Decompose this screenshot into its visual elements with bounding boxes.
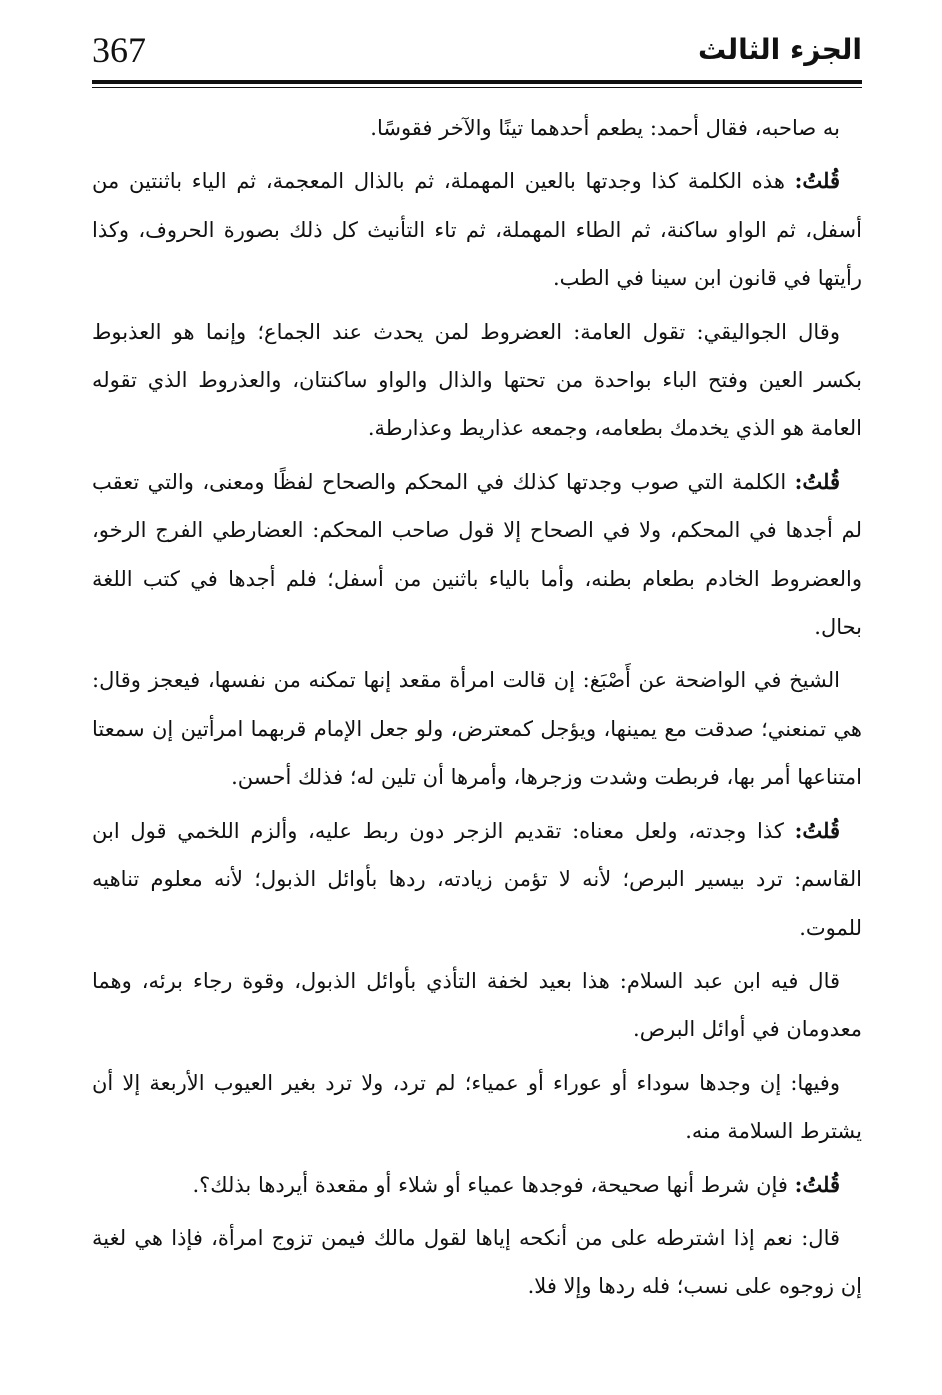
header-rule-thick <box>92 80 862 84</box>
paragraph-text: الكلمة التي صوب وجدتها كذلك في المحكم والصحاح لفظًا ومعنى، والتي تعقب لم أجدها في المحكم، ولا في الصحاح إلا قول صاحب المحكم: العضارطي الفرج الرخو، والعضروط الخادم بطعام بطنه، وأما بالياء باثنين من أسفل؛ فلم أجدها في كتب اللغة بحال. <box>92 469 862 640</box>
page-number: 367 <box>92 30 146 70</box>
paragraph-text: قال فيه ابن عبد السلام: هذا بعيد لخفة التأذي بأوائل الذبول، وقوة رجاء برئه، وهما معدومان في أوائل البرص. <box>92 968 862 1042</box>
header-rule-thin <box>92 87 862 88</box>
paragraph <box>92 104 862 152</box>
paragraph <box>92 308 862 453</box>
paragraph-lead: قُلتُ: <box>794 168 840 194</box>
paragraph-text: به صاحبه، فقال أحمد: يطعم أحدهما تينًا والآخر فقوسًا. <box>370 116 840 140</box>
paragraph <box>92 157 862 302</box>
page-header <box>92 26 862 78</box>
paragraph-text: هذه الكلمة كذا وجدتها بالعين المهملة، ثم بالذال المعجمة، ثم الياء باثنتين من أسفل، ثم الواو ساكنة، ثم الطاء المهملة، ثم تاء التأنيث كل ذلك بصورة الحروف، وكذا رأيتها في قانون ابن سينا في الطب. <box>92 169 862 291</box>
paragraph-text: الشيخ في الواضحة عن أَصْبَغ: إن قالت امرأة مقعد إنها تمكنه من نفسها، فيعجز وقال: هي تمنعني؛ صدقت مع يمينها، ويؤجل كمعترض، ولو جعل الإمام قربهما امرأتين إن سمعتا امتناعها أمر بها، فربطت وشدت وزجرها، وأمرها أن تلين له؛ فذلك أحسن. <box>92 668 862 790</box>
paragraph <box>92 458 862 652</box>
running-title: الجزء الثالث <box>698 33 862 66</box>
paragraph <box>92 1161 862 1209</box>
paragraph-lead: قُلتُ: <box>794 468 840 494</box>
paragraph <box>92 1214 862 1311</box>
paragraph <box>92 807 862 952</box>
paragraph-text: فإن شرط أنها صحيحة، فوجدها عمياء أو شلاء أو مقعدة أيردها بذلك؟. <box>192 1172 795 1197</box>
paragraph <box>92 957 862 1054</box>
paragraph-text: وقال الجواليقي: تقول العامة: العضروط لمن يحدث عند الجماع؛ وإنما هو العذبوط بكسر العين وفتح الباء بواحدة من تحتها والذال والواو ساكنتان، والعذروط الذي تقوله العامة هو الذي يخدمك بطعامه، وجمعه عذاريط وعذارطة. <box>92 319 862 441</box>
paragraph-lead: قُلتُ: <box>794 1171 840 1197</box>
paragraph-text: قال: نعم إذا اشترطه على من أنكحه إياها لقول مالك فيمن تزوج امرأة، فإذا هي لغية إن زوجوه على نسب؛ فله ردها وإلا فلا. <box>92 1225 862 1299</box>
body-text <box>92 104 862 1316</box>
paragraph <box>92 656 862 801</box>
paragraph <box>92 1059 862 1156</box>
paragraph-text: كذا وجدته، ولعل معناه: تقديم الزجر دون ربط عليه، وألزم اللخمي قول ابن القاسم: ترد بيسير البرص؛ لأنه لا تؤمن زيادته، ردها بأوائل الذبول؛ لأنه معلوم تناهيه للموت. <box>92 818 862 940</box>
paragraph-text: وفيها: إن وجدها سوداء أو عوراء أو عمياء؛ لم ترد، ولا ترد بغير العيوب الأربعة إلا أن يشترط السلامة منه. <box>92 1070 862 1144</box>
paragraph-lead: قُلتُ: <box>794 817 840 843</box>
